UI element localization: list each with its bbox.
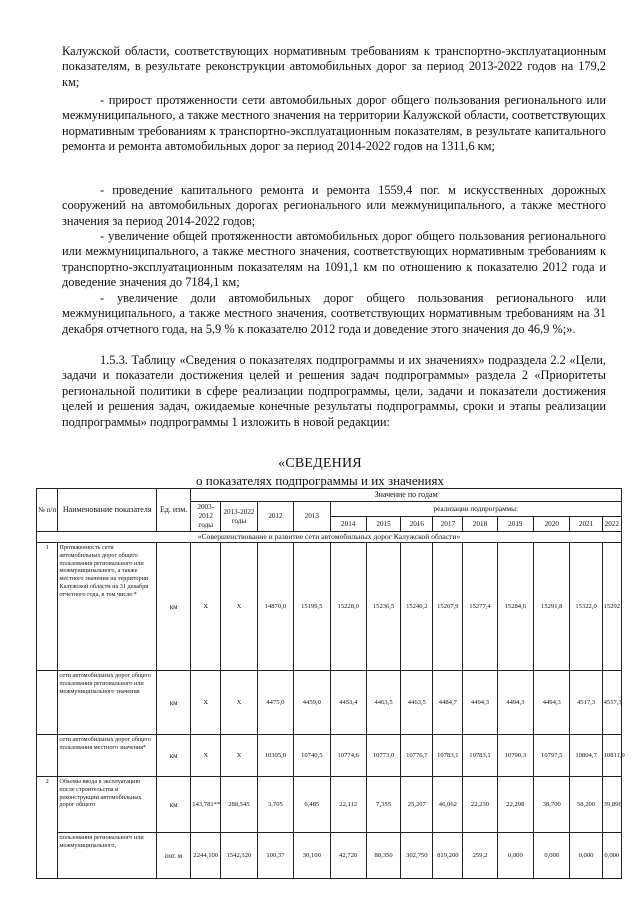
row-value: 4459,0 — [294, 671, 330, 735]
header-2003-2012: 2003-2012 годы — [191, 502, 221, 532]
row-value: 15228,0 — [330, 543, 366, 671]
paragraph-1: Калужской области, соответствующих нормативным требованиям к транспортно-эксплуатационным показателям, в результате реконструкции автомобильных дорог за период 2013-2022 годов на 179,2 км; — [62, 44, 606, 89]
table-row — [37, 833, 622, 879]
header-realization: реализации подпрограммы: — [330, 502, 621, 517]
row-num — [37, 735, 58, 777]
table-subtitle: о показателях подпрограммы и их значениях — [196, 473, 444, 488]
row-cell: 2244,100 — [191, 833, 221, 879]
row-value: 7,355 — [366, 777, 400, 833]
row-unit: км — [156, 543, 190, 671]
header-year: 2016 — [401, 517, 433, 532]
row-cell: Х — [191, 671, 221, 735]
header-name: Наименование показателя — [58, 489, 157, 532]
row-value: 10773,0 — [366, 735, 400, 777]
row-name: пользования регионального или межмуниципального, — [58, 833, 157, 879]
row-value: 15284,6 — [497, 543, 533, 671]
row-value: 14870,0 — [257, 543, 293, 671]
row-cell: 143,781** — [191, 777, 221, 833]
header-unit: Ед. изм. — [156, 489, 190, 532]
section-row — [37, 532, 622, 543]
header-year: 2019 — [497, 517, 533, 532]
row-value: 0,000 — [497, 833, 533, 879]
paragraph-4: - увеличение общей протяженности автомобильных дорог общего пользования регионального или межмуниципального, а также местного значения, соответствующих нормативным требованиям к транспортно-эксплуатационным показателям на 1091,1 км по отношению к показателю 2012 года и доведение значения до 7184,1 км; — [62, 229, 606, 290]
row-value: 302,750 — [401, 833, 433, 879]
row-value: 10783,1 — [433, 735, 463, 777]
row-name: Объемы ввода в эксплуатацию после строительства и реконструкции автомобильных дорог общего — [58, 777, 157, 833]
paragraph-group-4 — [62, 291, 606, 337]
section-title: «Совершенствование и развитие сети автомобильных дорог Калужской области» — [37, 532, 622, 543]
header-year: 2013 — [294, 502, 330, 532]
row-value: 15240,2 — [401, 543, 433, 671]
row-value: 88,350 — [366, 833, 400, 879]
row-value: 819,200 — [433, 833, 463, 879]
row-value: 4484,7 — [433, 671, 463, 735]
header-year: 2020 — [534, 517, 570, 532]
row-value: 4494,3 — [497, 671, 533, 735]
row-value: 10804,7 — [570, 735, 602, 777]
row-value: 4494,3 — [463, 671, 497, 735]
row-value: 15292 — [602, 543, 621, 671]
header-year: 2017 — [433, 517, 463, 532]
header-row-1 — [37, 489, 622, 502]
row-unit: км — [156, 777, 190, 833]
row-cell: Х — [191, 543, 221, 671]
row-value: 3,705 — [257, 777, 293, 833]
table-title: «СВЕДЕНИЯ — [278, 456, 362, 471]
row-value: 42,720 — [330, 833, 366, 879]
table-row — [37, 735, 622, 777]
header-year: 2021 — [570, 517, 602, 532]
row-value: 10811,9 — [602, 735, 621, 777]
paragraph-continuation — [62, 44, 606, 90]
row-value: 46,062 — [433, 777, 463, 833]
row-name: Протяженность сети автомобильных дорог общего пользования регионального или межмуниципального, а также местного значения на территории Калужской области на 31 декабря отчетного года, в том числе:* — [58, 543, 157, 671]
row-value: 10790,3 — [497, 735, 533, 777]
header-values: Значение по годам — [191, 489, 622, 502]
row-value: 15291,8 — [534, 543, 570, 671]
paragraph-5: - увеличение доли автомобильных дорог общего пользования регионального или межмуниципального, а также местного значения, соответствующих нормативным требованиям на 31 декабря отчетного года, на 5,9 % к показателю 2012 года и доведение этого значения до 46,9 %;». — [62, 291, 606, 336]
header-year: 2015 — [366, 517, 400, 532]
row-value: 4463,5 — [366, 671, 400, 735]
row-value: 22,112 — [330, 777, 366, 833]
row-cell: Х — [221, 671, 257, 735]
row-value: 10740,5 — [294, 735, 330, 777]
row-value: 4517,3 — [570, 671, 602, 735]
row-value: 22,230 — [463, 777, 497, 833]
row-unit: км — [156, 735, 190, 777]
row-value: 10395,0 — [257, 735, 293, 777]
row-value: 15199,5 — [294, 543, 330, 671]
indicators-table — [36, 488, 625, 879]
paragraph-group-3 — [62, 229, 606, 291]
paragraph-group-5 — [62, 353, 606, 430]
row-value: 39,896 — [602, 777, 621, 833]
paragraph-2: - прирост протяженности сети автомобильных дорог общего пользования регионального или межмуниципального, а также местного значения на территории Калужской области, соответствующих нормативным требованиям к транспортно-эксплуатационным показателям, в результате капитального ремонта и ремонта автомобильных дорог за период 2014-2022 годов на 1311,6 км; — [62, 93, 606, 154]
row-value: 25,207 — [401, 777, 433, 833]
header-num: № п/п — [37, 489, 58, 532]
row-unit: пог. м — [156, 833, 190, 879]
table-row — [37, 543, 622, 671]
row-value: 10774,6 — [330, 735, 366, 777]
row-value: 4475,0 — [257, 671, 293, 735]
row-value: 58,200 — [570, 777, 602, 833]
row-value: 4494,3 — [534, 671, 570, 735]
row-name: сети автомобильных дорог общего пользования местного значения* — [58, 735, 157, 777]
row-value: 0,000 — [534, 833, 570, 879]
paragraph-group — [62, 93, 606, 155]
row-value: 15322,0 — [570, 543, 602, 671]
header-year: 2018 — [463, 517, 497, 532]
row-value: 259,2 — [463, 833, 497, 879]
row-value: 4453,4 — [330, 671, 366, 735]
row-value: 0,000 — [570, 833, 602, 879]
header-year: 2014 — [330, 517, 366, 532]
row-value: 10783,1 — [463, 735, 497, 777]
row-value: 6,485 — [294, 777, 330, 833]
table-row — [37, 777, 622, 833]
row-name: сети автомобильных дорог общего пользования регионального или межмуниципального значения — [58, 671, 157, 735]
header-year: 2022 — [602, 517, 621, 532]
row-num: 1 — [37, 543, 58, 671]
row-value: 10776,7 — [401, 735, 433, 777]
table-row — [37, 671, 622, 735]
row-cell: Х — [221, 543, 257, 671]
row-value: 10797,5 — [534, 735, 570, 777]
row-value: 22,298 — [497, 777, 533, 833]
row-cell: 288,545 — [221, 777, 257, 833]
header-year: 2012 — [257, 502, 293, 532]
paragraph-6: 1.5.3. Таблицу «Сведения о показателях подпрограммы и их значениях» подраздела 2.2 «Цели, задачи и показатели достижения целей и решения задач подпрограммы» раздела 2 «Приоритеты региональной политики в сфере реализации подпрограммы, цели, задачи и показатели достижения целей и решения задач, ожидаемые конечные результаты подпрограммы, сроки и этапы реализации подпрограммы» подпрограммы 1 изложить в новой редакции: — [62, 353, 606, 429]
row-value: 38,700 — [534, 777, 570, 833]
row-num: 2 — [37, 777, 58, 879]
row-value: 15267,9 — [433, 543, 463, 671]
row-value: 30,100 — [294, 833, 330, 879]
paragraph-3: - проведение капитального ремонта и ремонта 1559,4 пог. м искусственных дорожных сооружений на автомобильных дорогах регионального или межмуниципального, а также местного значения за период 2014-2022 годов; — [62, 183, 606, 228]
header-2013-2022: 2013-2022 годы — [221, 502, 257, 532]
row-value: 100,37 — [257, 833, 293, 879]
row-cell: Х — [221, 735, 257, 777]
row-cell: 1542,320 — [221, 833, 257, 879]
row-value: 15236,5 — [366, 543, 400, 671]
row-value: 4463,5 — [401, 671, 433, 735]
row-unit: км — [156, 671, 190, 735]
row-value: 15277,4 — [463, 543, 497, 671]
paragraph-group-2 — [62, 183, 606, 229]
row-cell: Х — [191, 735, 221, 777]
row-value: 4517,3 — [602, 671, 621, 735]
row-num — [37, 671, 58, 735]
row-value: 0,000 — [602, 833, 621, 879]
